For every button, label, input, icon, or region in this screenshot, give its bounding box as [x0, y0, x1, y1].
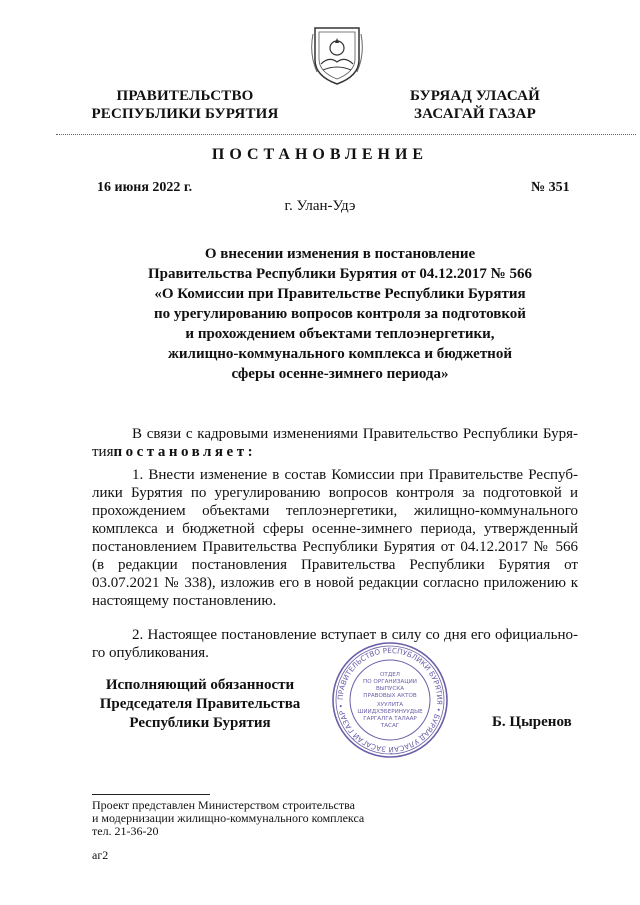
stamp-center-line: ВЫПУСКА — [375, 686, 405, 692]
header-divider — [56, 134, 636, 135]
document-title — [60, 244, 620, 384]
preamble — [92, 425, 578, 461]
header-right-line-1: БУРЯАД УЛАСАЙ — [409, 88, 541, 104]
item-1-line: настоящему постановлению. — [92, 593, 277, 609]
title-line: «О Комиссии при Правительстве Республики Бурятия — [154, 286, 526, 302]
title-line: по урегулированию вопросов контроля за подготовкой — [154, 306, 526, 322]
title-line: О внесении изменения в постановление — [204, 246, 476, 262]
header-right-line-2: ЗАСАГАЙ ГАЗАР — [414, 106, 536, 122]
title-line: сферы осенне-зимнего периода» — [231, 366, 449, 382]
title-line: и прохождением объектами теплоэнергетики, — [185, 326, 495, 342]
item-1-line: постановлением Правительства Республики Бурятия от 04.12.2017 № 566 — [92, 539, 578, 555]
signature-title-line: Республики Бурятия — [129, 715, 271, 731]
signature-title-line: Исполняющий обязанности — [105, 677, 295, 693]
item-2-line: 2. Настоящее постановление вступает в силу со дня его официально- — [132, 627, 578, 643]
stamp-ring-text: ПРАВИТЕЛЬСТВО РЕСПУБЛИКИ БУРЯТИЯ • БУРЯАД УЛАСАЙ ЗАСАГАЙ ГАЗАР • — [335, 645, 445, 755]
item-1-line: прохождением объектами теплоэнергетики, жилищно-коммунального — [92, 503, 578, 519]
document-code: аг2 — [92, 848, 109, 862]
stamp-center-line: ОТДЕЛ — [380, 672, 400, 678]
stamp-center-line: ПО ОРГАНИЗАЦИИ — [363, 679, 417, 685]
stamp-center-line: ГАРГАЛГА ТАЛААР — [363, 716, 417, 722]
preamble-word: тия — [92, 444, 114, 460]
preamble-line: В связи с кадровыми изменениями Правительство Республики Буря- — [132, 426, 578, 442]
item-1-line: лики Бурятия по урегулированию вопросов контроля за подготовкой и — [92, 485, 578, 501]
title-line: жилищно-коммунального комплекса и бюджетной — [168, 346, 512, 362]
header-left — [70, 87, 300, 123]
document-city: г. Улан-Удэ — [284, 198, 356, 214]
stamp-center-line: ХУУЛИТА — [376, 702, 404, 708]
document-type: ПОСТАНОВЛЕНИЕ — [211, 146, 429, 163]
footnote-rule — [92, 794, 210, 795]
item-1-line: 1. Внести изменение в состав Комиссии при Правительстве Респуб- — [132, 467, 578, 483]
footnote — [92, 799, 364, 838]
stamp-center-line: ПРАВОВЫХ АКТОВ — [363, 693, 417, 699]
signer-name: Б. Цыренов — [492, 714, 572, 730]
item-1-line: 03.07.2021 № 338), изложив его в новой редакции согласно приложению к — [92, 575, 578, 591]
footnote-line: тел. 21-36-20 — [92, 824, 159, 838]
footnote-line: и модернизации жилищно-коммунального комплекса — [92, 811, 365, 825]
document-number: № 351 — [531, 180, 570, 195]
item-1 — [92, 466, 578, 610]
preamble-line — [92, 443, 578, 461]
header-left-line-2: РЕСПУБЛИКИ БУРЯТИЯ — [91, 106, 279, 122]
item-1-line: комплекса и бюджетной сферы осенне-зимнего периода, утвержденный — [92, 521, 578, 537]
item-1-line: (в редакции постановления Правительства Республики Бурятия от — [92, 557, 578, 573]
item-2-line: го опубликования. — [92, 645, 209, 661]
title-line: Правительства Республики Бурятия от 04.12.2017 № 566 — [147, 266, 532, 282]
signature-title — [70, 676, 330, 733]
official-stamp — [330, 640, 450, 760]
header-right — [370, 87, 580, 123]
stamp-center-line: ТАСАГ — [380, 723, 400, 729]
signature-title-line: Председателя Правительства — [99, 696, 301, 712]
header-left-line-1: ПРАВИТЕЛЬСТВО — [116, 88, 254, 104]
stamp-center-line: ШИИДХЭБЕРИНУУДЫЕ — [357, 709, 423, 715]
coat-of-arms-emblem — [309, 24, 365, 86]
decree-word: постановляет: — [113, 444, 257, 460]
document-date: 16 июня 2022 г. — [97, 180, 193, 195]
footnote-line: Проект представлен Министерством строительства — [92, 798, 355, 812]
